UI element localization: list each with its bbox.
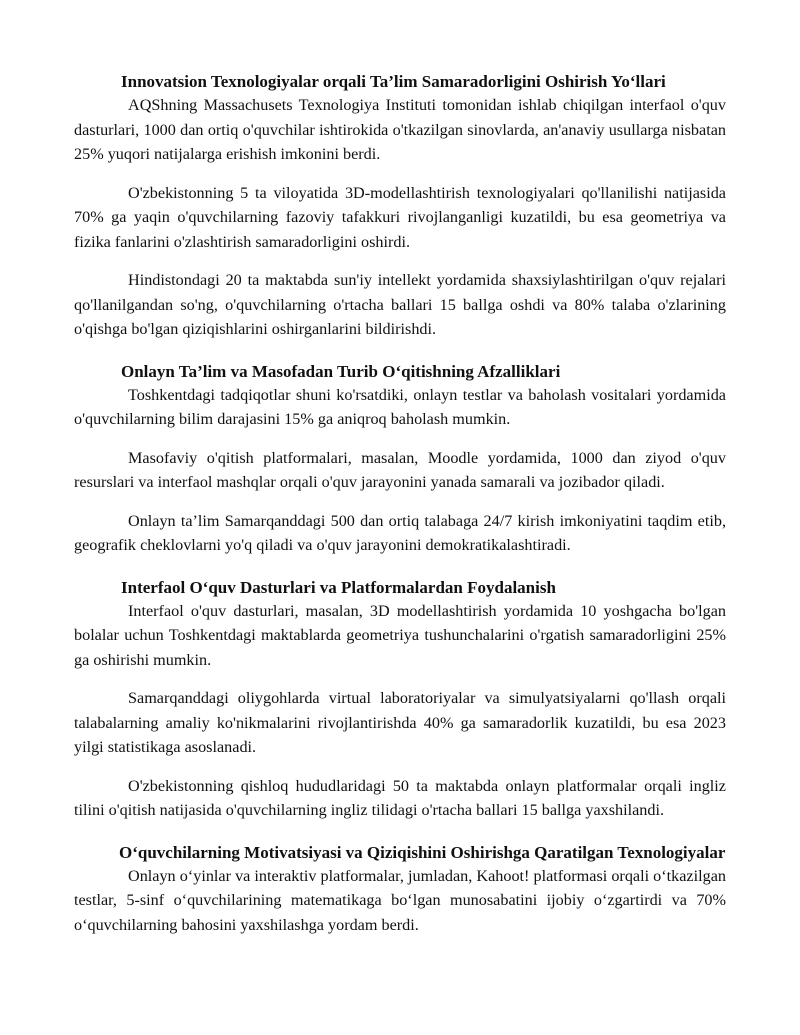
section-heading: O‘quvchilarning Motivatsiyasi va Qiziqishini Oshirishga Qaratilgan Texnologiyalar	[119, 842, 726, 862]
section-heading: Onlayn Ta’lim va Masofadan Turib O‘qitishning Afzalliklari	[121, 361, 561, 381]
section-heading: Interfaol O‘quv Dasturlari va Platformalardan Foydalanish	[121, 577, 556, 597]
paragraph: Samarqanddagi oliygohlarda virtual laboratoriyalar va simulyatsiyalarni qo'llash orqali talabalarning amaliy ko'nikmalarini rivojlantirishda 40% ga samaradorlik kuzatildi, bu esa 2023 yilgi statistikaga asoslanadi.	[74, 689, 726, 756]
paragraph: O'zbekistonning 5 ta viloyatida 3D-modellashtirish texnologiyalari qo'llanilishi natijasida 70% ga yaqin o'quvchilarning fazoviy tafakkuri rivojlanganligi kuzatildi, bu esa geometriya va fizika fanlarini o'zlashtirish samaradorligini oshirdi.	[74, 183, 726, 251]
section-heading: Innovatsion Texnologiyalar orqali Ta’lim Samaradorligini Oshirish Yo‘llari	[121, 72, 666, 91]
paragraph: Hindistondagi 20 ta maktabda sun'iy intellekt yordamida shaxsiylashtirilgan o'quv rejalari qo'llanilgandan so'ng, o'quvchilarning o'rtacha ballari 15 ballga oshdi va 80% talaba o'zlarining o'qishga bo'lgan qiziqishlarini oshirganlarini bildirishdi.	[74, 271, 726, 338]
paragraph: AQShning Massachusets Texnologiya Instituti tomonidan ishlab chiqilgan interfaol o'quv dasturlari, 1000 dan ortiq o'quvchilar ishtirokida o'tkazilgan sinovlarda, an'anaviy usullarga nisbatan 25% yuqori natijalarga erishish imkonini berdi.	[74, 96, 726, 163]
paragraph: Interfaol o'quv dasturlari, masalan, 3D modellashtirish yordamida 10 yoshgacha bo'lgan bolalar uchun Toshkentdagi maktablarda geometriya tushunchalarini o'rgatish samaradorligini 25% ga oshirishi mumkin.	[74, 601, 726, 669]
document-page	[74, 70, 726, 937]
paragraph: Masofaviy o'qitish platformalari, masalan, Moodle yordamida, 1000 dan ziyod o'quv resurslari va interfaol mashqlar orqali o'quv jarayonini yanada samarali va jozibador qiladi.	[74, 448, 726, 491]
paragraph: Onlayn o‘yinlar va interaktiv platformalar, jumladan, Kahoot! platformasi orqali o‘tkazilgan testlar, 5-sinf o‘quvchilarining matematikaga bo‘lgan munosabatini ijobiy o‘zgartirdi va 70% o‘quvchilarning bahosini yaxshilashga yordam berdi.	[74, 866, 726, 934]
paragraph: O'zbekistonning qishloq hududlaridagi 50 ta maktabda onlayn platformalar orqali ingliz tilini o'qitish natijasida o'quvchilarning ingliz tilidagi o'rtacha ballari 15 ballga yaxshilandi.	[74, 776, 726, 819]
paragraph: Onlayn ta’lim Samarqanddagi 500 dan ortiq talabaga 24/7 kirish imkoniyatini taqdim etib, geografik cheklovlarni yo'q qiladi va o'quv jarayonini demokratikalashtiradi.	[74, 511, 726, 554]
paragraph: Toshkentdagi tadqiqotlar shuni ko'rsatdiki, onlayn testlar va baholash vositalari yordamida o'quvchilarning bilim darajasini 15% ga aniqroq baholash mumkin.	[74, 385, 726, 428]
